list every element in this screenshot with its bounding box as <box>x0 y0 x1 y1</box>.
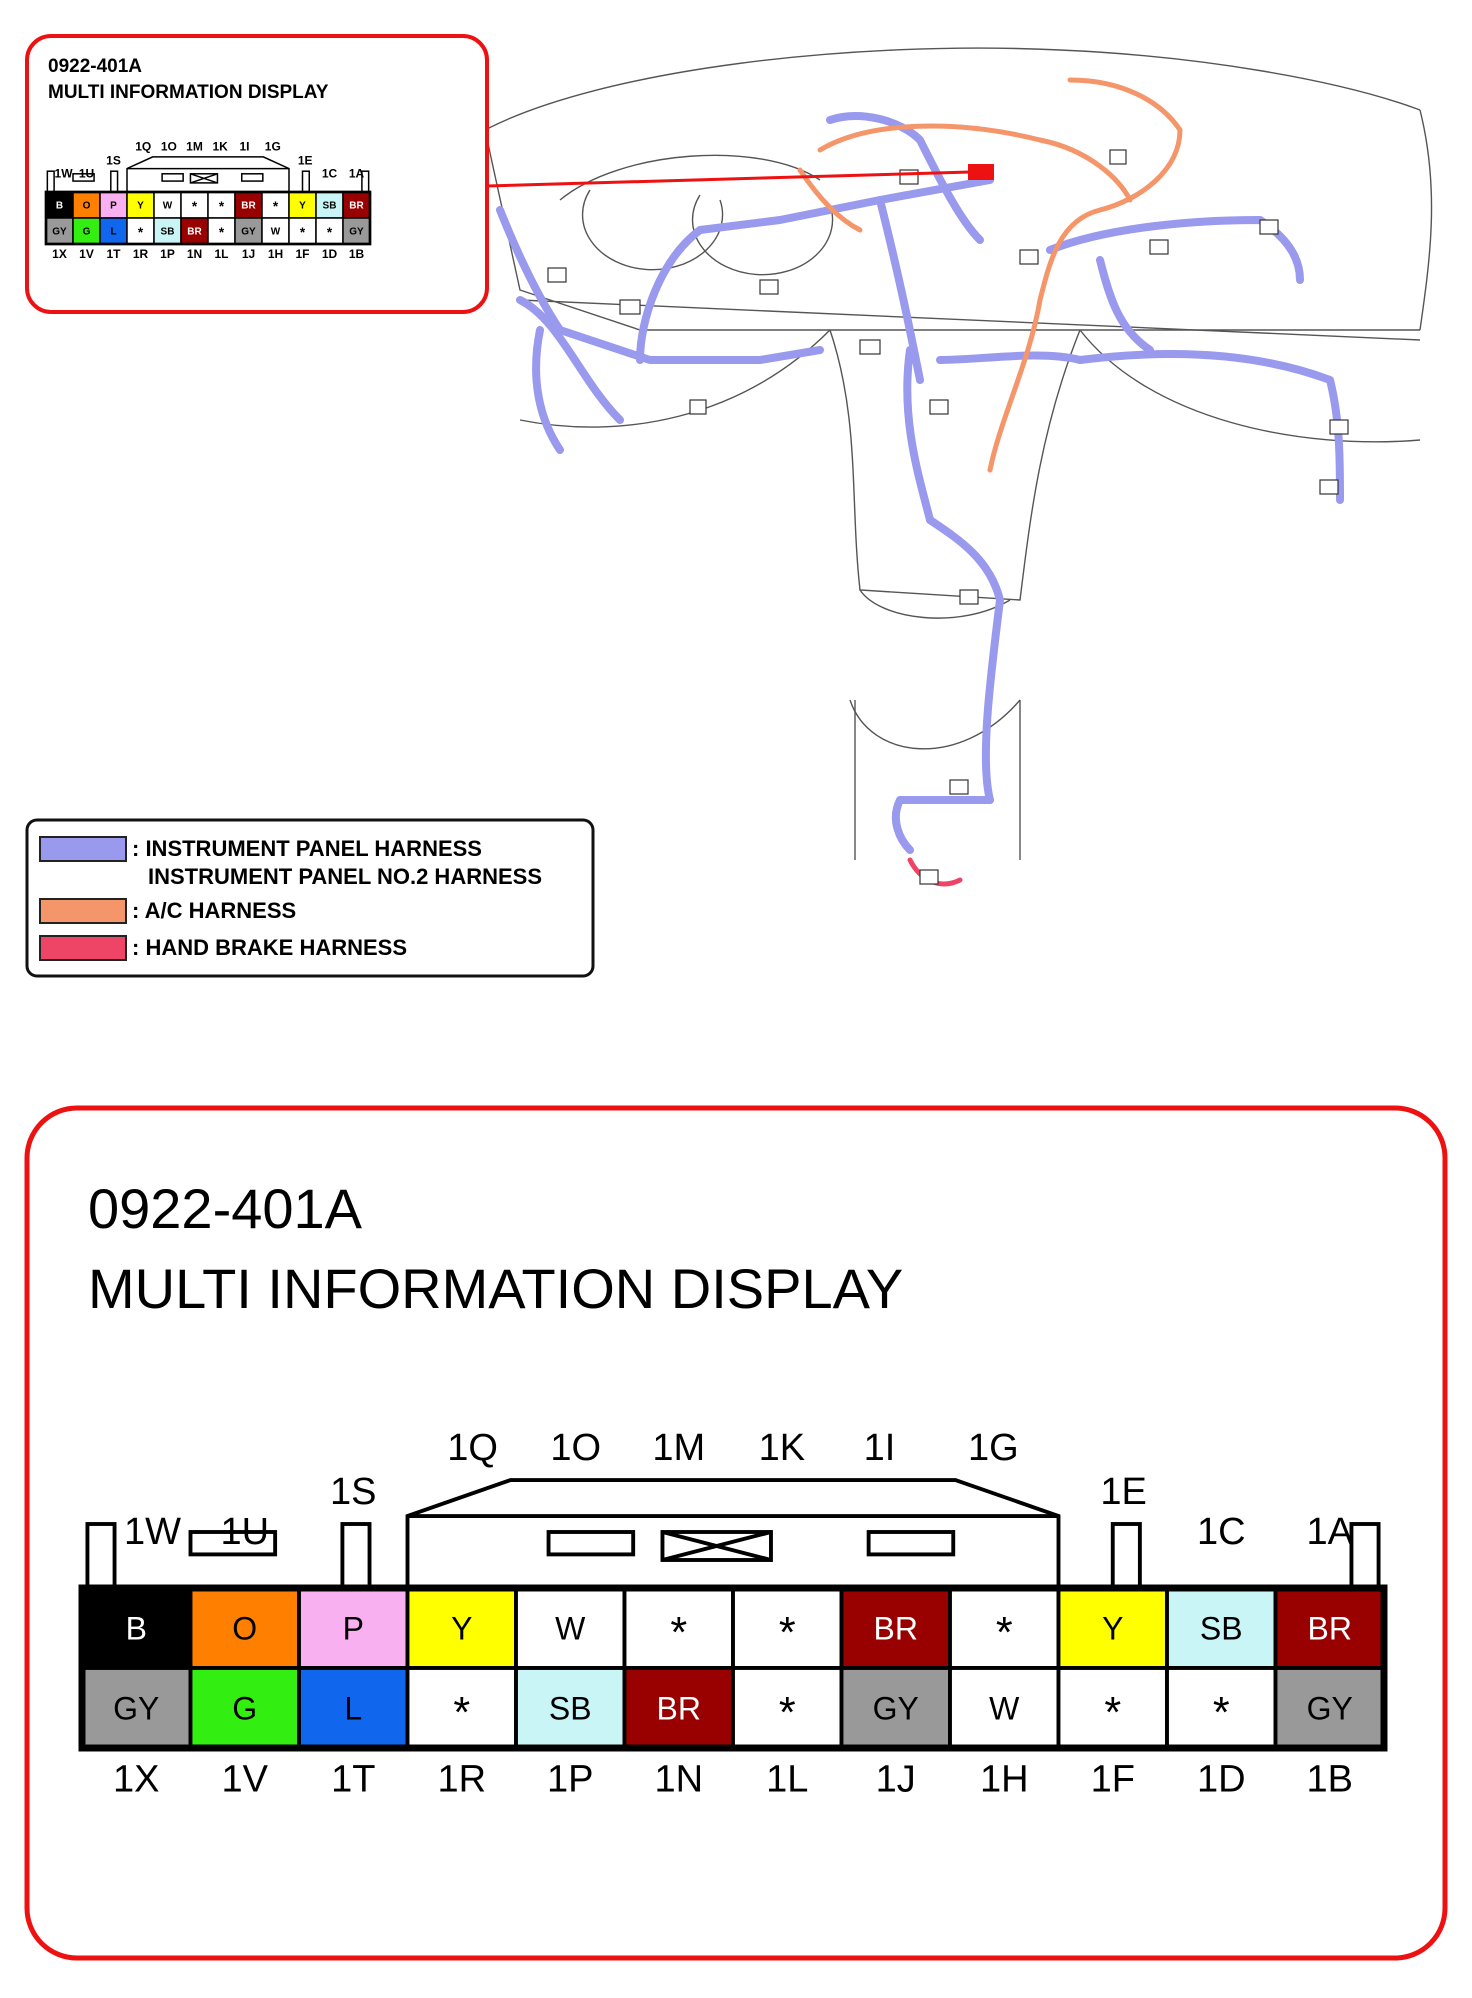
big-pin-label-bottom: 1T <box>331 1758 376 1801</box>
small-pin-label-bottom: 1B <box>348 246 365 261</box>
big-pin-label-top: 1S <box>330 1471 377 1513</box>
big-pin-color: O <box>232 1610 258 1647</box>
small-pin-label-bottom: 1V <box>79 246 94 261</box>
small-pin-color: GY <box>241 226 256 238</box>
small-pin-color: BR <box>349 200 364 212</box>
big-pin-label-bottom: 1B <box>1306 1758 1353 1801</box>
legend-label-hand-brake: : HAND BRAKE HARNESS <box>132 935 408 960</box>
small-pin-label-top: 1C <box>321 166 338 181</box>
big-pin-color: * <box>778 1609 796 1658</box>
big-pin-color: BR <box>1307 1610 1352 1647</box>
small-pin-color: SB <box>322 200 337 212</box>
small-pin-color: G <box>82 226 91 238</box>
small-pin-label-bottom: 1P <box>160 246 175 261</box>
small-pin-label-bottom: 1D <box>321 246 338 261</box>
big-latch-slot <box>869 1532 954 1554</box>
small-pin-label-bottom: 1F <box>295 246 310 261</box>
mid-connector-highlight <box>968 164 994 180</box>
big-guide-post <box>87 1524 114 1588</box>
big-pin-label-bottom: 1J <box>875 1758 916 1801</box>
small-pin-color: * <box>299 225 306 240</box>
legend-label-ac: : A/C HARNESS <box>132 898 297 923</box>
big-pin-label-bottom: 1N <box>654 1758 704 1801</box>
small-pin-color: BR <box>241 200 256 212</box>
big-pin-color: P <box>342 1610 364 1647</box>
big-pin-color: * <box>1212 1689 1230 1738</box>
small-pin-color: * <box>272 199 279 214</box>
legend-swatch-ac <box>40 899 126 923</box>
small-pin-label-bottom: 1J <box>241 246 256 261</box>
small-pin-label-top: 1O <box>160 139 177 154</box>
small-pin-color: L <box>110 226 117 238</box>
big-pin-color: GY <box>872 1690 919 1727</box>
small-pin-label-top: 1W <box>54 166 73 181</box>
big-pin-label-top: 1M <box>652 1427 706 1469</box>
big-pin-color: W <box>555 1610 586 1647</box>
small-latch-slot <box>242 174 263 181</box>
small-pin-label-bottom: 1N <box>186 246 203 261</box>
big-pin-color: * <box>1104 1689 1122 1738</box>
big-guide-post <box>1351 1524 1378 1588</box>
small-pin-color: * <box>137 225 144 240</box>
small-pin-label-top: 1S <box>106 153 121 168</box>
big-pin-label-bottom: 1F <box>1090 1758 1135 1801</box>
big-pin-color: BR <box>873 1610 918 1647</box>
big-pin-color: Y <box>1102 1610 1124 1647</box>
small-pin-color: GY <box>52 226 67 238</box>
small-guide-post <box>47 171 54 192</box>
small-pin-label-top: 1G <box>264 139 281 154</box>
small-guide-post <box>111 171 118 192</box>
legend-swatch-instrument-panel <box>40 837 126 861</box>
big-pin-color: GY <box>113 1690 160 1727</box>
big-pin-color: G <box>232 1690 258 1727</box>
big-pin-color: SB <box>1199 1610 1243 1647</box>
big-pin-label-bottom: 1H <box>979 1758 1029 1801</box>
big-pin-label-bottom: 1V <box>221 1758 268 1801</box>
legend-label-instrument-panel: : INSTRUMENT PANEL HARNESS <box>132 836 482 861</box>
legend-swatch-hand-brake <box>40 936 126 960</box>
big-pin-label-top: 1G <box>968 1427 1019 1469</box>
small-pin-color: B <box>55 200 64 212</box>
legend-label-instrument-panel-no2: INSTRUMENT PANEL NO.2 HARNESS <box>148 864 543 889</box>
small-pin-color: BR <box>187 226 202 238</box>
big-guide-post <box>342 1524 369 1588</box>
big-pin-color: * <box>778 1689 796 1738</box>
big-pin-color: W <box>989 1690 1020 1727</box>
big-pin-label-bottom: 1R <box>437 1758 487 1801</box>
big-pin-label-top: 1A <box>1306 1511 1353 1553</box>
small-pin-label-bottom: 1R <box>132 246 149 261</box>
small-pin-color: O <box>82 200 91 212</box>
small-pin-label-top: 1I <box>239 139 250 154</box>
instrument-panel-harness-route <box>500 116 1340 850</box>
big-pin-label-top: 1K <box>758 1427 806 1469</box>
small-pin-label-bottom: 1T <box>106 246 121 261</box>
small-pin-label-top: 1U <box>78 166 95 181</box>
big-pin-color: GY <box>1306 1690 1353 1727</box>
big-pin-color: L <box>344 1690 363 1727</box>
small-pin-label-bottom: 1L <box>214 246 229 261</box>
small-pin-label-top: 1E <box>297 153 313 168</box>
small-pin-color: SB <box>160 226 175 238</box>
small-pin-color: Y <box>299 200 306 212</box>
small-pin-label-top: 1A <box>348 166 365 181</box>
big-pin-label-top: 1W <box>124 1511 182 1553</box>
big-pin-label-bottom: 1P <box>547 1758 594 1801</box>
small-pin-color: P <box>110 200 117 212</box>
callout-code: 0922-401A <box>48 56 143 77</box>
big-pin-label-top: 1C <box>1196 1511 1246 1553</box>
big-pin-label-bottom: 1L <box>766 1758 809 1801</box>
big-pin-color: * <box>453 1689 471 1738</box>
big-latch-slot <box>549 1532 634 1554</box>
big-guide-post <box>1113 1524 1140 1588</box>
callout-name: MULTI INFORMATION DISPLAY <box>48 82 329 103</box>
small-pin-color: W <box>270 226 281 238</box>
dashboard-drawing <box>485 48 1432 860</box>
small-latch-slot <box>162 174 183 181</box>
small-pin-label-top: 1K <box>212 139 228 154</box>
big-pin-color: * <box>995 1609 1013 1658</box>
small-pin-color: * <box>218 199 225 214</box>
big-pin-color: BR <box>656 1690 701 1727</box>
connector-name: MULTI INFORMATION DISPLAY <box>88 1257 904 1320</box>
big-pin-color: Y <box>451 1610 473 1647</box>
small-pin-color: * <box>191 199 198 214</box>
callout-leader-line <box>487 172 970 186</box>
big-pin-color: * <box>670 1609 688 1658</box>
small-pin-label-top: 1M <box>186 139 203 154</box>
small-guide-post <box>303 171 310 192</box>
small-pin-color: * <box>326 225 333 240</box>
small-pin-color: Y <box>137 200 144 212</box>
small-pin-label-bottom: 1H <box>267 246 284 261</box>
big-pin-label-top: 1E <box>1100 1471 1147 1513</box>
small-pin-label-bottom: 1X <box>52 246 67 261</box>
big-pin-label-bottom: 1D <box>1196 1758 1246 1801</box>
big-pin-label-top: 1Q <box>447 1427 498 1469</box>
big-pin-color: B <box>125 1610 147 1647</box>
big-pin-label-top: 1O <box>550 1427 602 1469</box>
ac-harness-route <box>800 80 1180 470</box>
big-pin-color: SB <box>548 1690 592 1727</box>
small-pin-color: GY <box>349 226 364 238</box>
big-pin-label-top: 1U <box>220 1511 270 1553</box>
small-pin-color: * <box>218 225 225 240</box>
connector-code: 0922-401A <box>88 1177 363 1240</box>
small-pin-color: W <box>162 200 173 212</box>
big-pin-label-bottom: 1X <box>113 1758 160 1801</box>
big-pin-label-top: 1I <box>863 1427 896 1469</box>
small-pin-label-top: 1Q <box>135 139 152 154</box>
